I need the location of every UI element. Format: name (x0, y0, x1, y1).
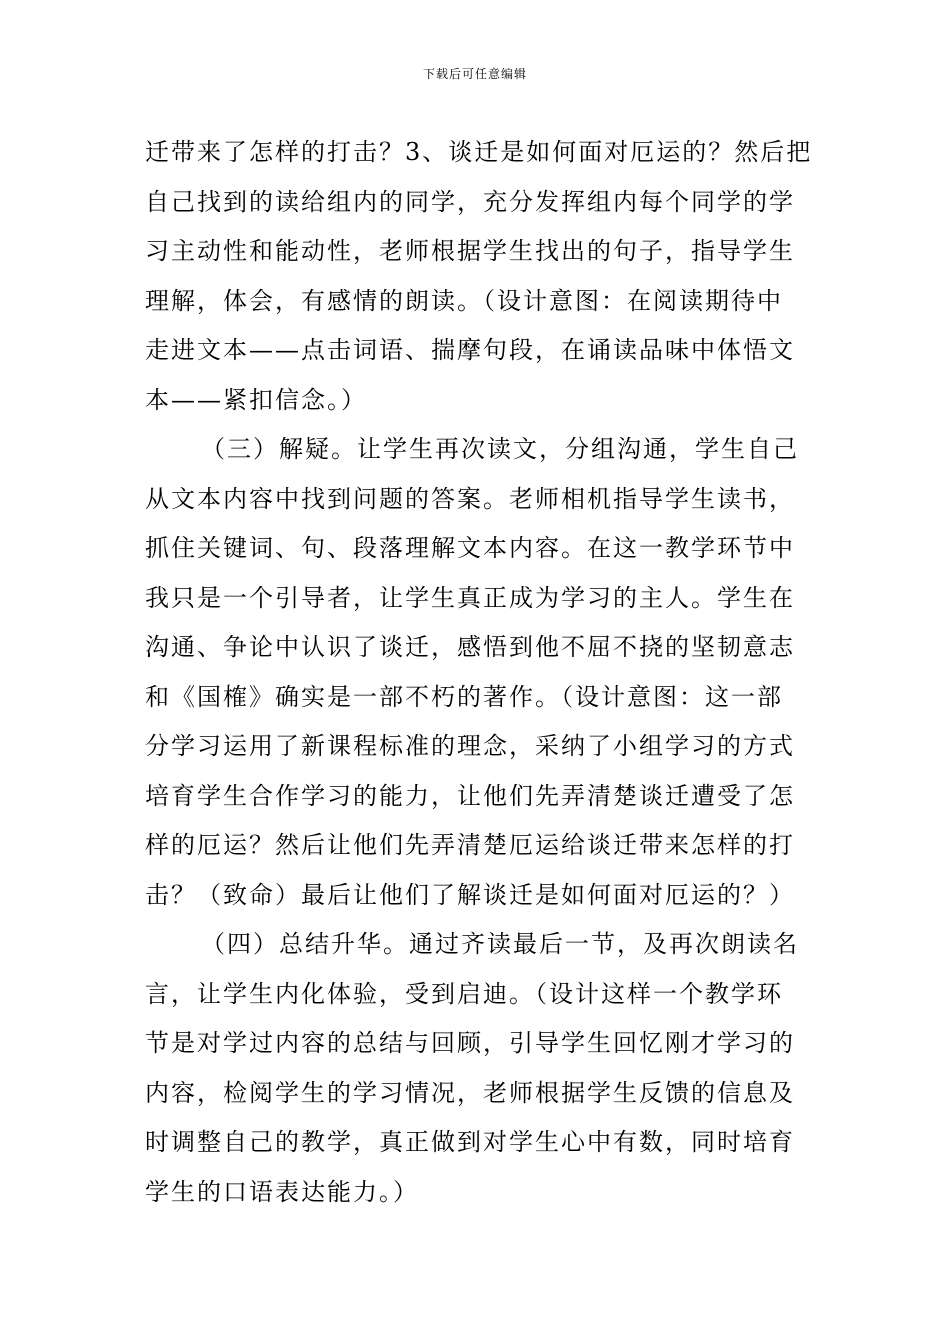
text-line: 击？（致命）最后让他们了解谈迁是如何面对厄运的？） (145, 880, 795, 909)
text-line: 习主动性和能动性，老师根据学生找出的句子，指导学生 (145, 237, 795, 265)
document-body (145, 128, 813, 1217)
text-line: 和《国榷》确实是一部不朽的著作。（设计意图：这一部 (145, 682, 783, 711)
text-line: 抓住关键词、句、段落理解文本内容。在这一教学环节中 (145, 534, 795, 562)
paragraph-start-line: （三）解疑。让学生再次读文，分组沟通，学生自己 (201, 435, 799, 463)
text-line: 学生的口语表达能力。） (145, 1177, 419, 1206)
page-header: 下载后可任意编辑 (422, 67, 527, 81)
text-line: 节是对学过内容的总结与回顾，引导学生回忆刚才学习的 (145, 1029, 795, 1057)
text-line: 分学习运用了新课程标准的理念，采纳了小组学习的方式 (145, 732, 795, 760)
text-line: 走进文本——点击词语、揣摩句段，在诵读品味中体悟文 (145, 336, 795, 364)
text-line: 内容，检阅学生的学习情况，老师根据学生反馈的信息及 (145, 1078, 795, 1107)
paragraph-start-line: （四）总结升华。通过齐读最后一节，及再次朗读名 (201, 930, 799, 958)
text-line: 样的厄运？然后让他们先弄清楚厄运给谈迁带来怎样的打 (145, 831, 795, 859)
text-line: 理解，体会，有感情的朗读。（设计意图：在阅读期待中 (145, 286, 783, 315)
text-line: 言，让学生内化体验，受到启迪。（设计这样一个教学环 (145, 979, 783, 1008)
text-line: 时调整自己的教学，真正做到对学生心中有数，同时培育 (145, 1128, 795, 1156)
text-line: 迁带来了怎样的打击？3、谈迁是如何面对厄运的？然后把 (145, 138, 813, 166)
text-line: 自己找到的读给组内的同学，充分发挥组内每个同学的学 (145, 187, 795, 216)
text-line: 本——紧扣信念。） (145, 385, 367, 414)
text-line: 沟通、争论中认识了谈迁，感悟到他不屈不挠的坚韧意志 (145, 633, 795, 661)
text-line: 从文本内容中找到问题的答案。老师相机指导学生读书， (145, 484, 795, 513)
text-line: 培育学生合作学习的能力，让他们先弄清楚谈迁遭受了怎 (145, 781, 795, 810)
text-line: 我只是一个引导者，让学生真正成为学习的主人。学生在 (145, 583, 795, 612)
